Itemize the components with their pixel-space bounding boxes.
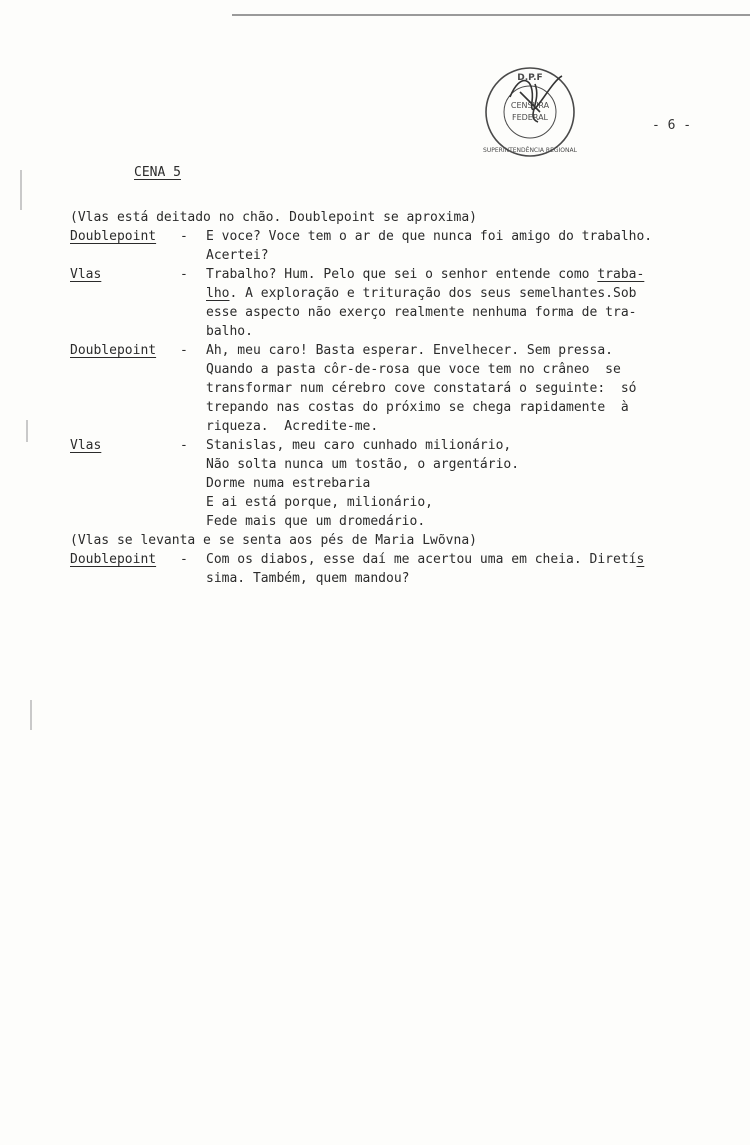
- stamp-text-ring: SUPERINTENDÊNCIA REGIONAL: [483, 147, 577, 154]
- speaker-dash: -: [180, 552, 188, 567]
- script-body: [70, 208, 730, 588]
- speaker-name: Vlas: [70, 267, 102, 282]
- underlined-word: traba-: [597, 267, 645, 282]
- verse-line: Stanislas, meu caro cunhado milionário,: [206, 438, 512, 453]
- scene-title: CENA 5: [134, 165, 181, 180]
- underlined-word: lho: [206, 286, 230, 301]
- dialogue-text: Trabalho? Hum. Pelo que sei o senhor entende como: [206, 267, 598, 282]
- speaker-name: Vlas: [70, 438, 102, 453]
- speech-vlas-2: [70, 436, 730, 531]
- dialogue-line: [206, 284, 730, 303]
- speaker-dash: -: [180, 229, 188, 244]
- dialogue-line: sima. Também, quem mandou?: [206, 571, 410, 586]
- dialogue-text: Com os diabos, esse daí me acertou uma em cheia. Diretí: [206, 552, 637, 567]
- page-number: - 6 -: [652, 118, 692, 133]
- margin-scan-mark: [20, 170, 22, 210]
- speaker-dash: -: [180, 438, 188, 453]
- verse-line: Fede mais que um dromedário.: [206, 514, 426, 529]
- stamp-text-censura: CENSURA: [510, 101, 550, 110]
- verse-line: Não solta nunca um tostão, o argentário.: [206, 457, 520, 472]
- speech-doublepoint-1: [70, 227, 730, 265]
- speech-doublepoint-2: [70, 341, 730, 436]
- speech-vlas-1: [70, 265, 730, 341]
- speaker-name: Doublepoint: [70, 343, 157, 358]
- dialogue-line: [206, 265, 730, 284]
- dialogue-line: transformar num cérebro cove constatará o seguinte: só: [206, 381, 637, 396]
- verse-line: E ai está porque, milionário,: [206, 495, 433, 510]
- margin-scan-mark: [30, 700, 32, 730]
- verse-line: Dorme numa estrebaria: [206, 476, 371, 491]
- speech-doublepoint-3: [70, 550, 730, 588]
- dialogue-line: balho.: [206, 324, 253, 339]
- dialogue-line: Acertei?: [206, 248, 269, 263]
- stamp-text-top: D.P.F: [517, 73, 543, 83]
- dialogue-text: . A exploração e trituração dos seus semelhantes.Sob: [229, 286, 637, 301]
- margin-scan-mark: [26, 420, 28, 442]
- dialogue-line: Quando a pasta côr-de-rosa que voce tem no crâneo se: [206, 362, 621, 377]
- top-border-line: [232, 14, 750, 16]
- speaker-name: Doublepoint: [70, 229, 157, 244]
- stage-direction: (Vlas se levanta e se senta aos pés de Maria Lwõvna): [70, 533, 477, 548]
- dialogue-line: esse aspecto não exerço realmente nenhuma forma de tra-: [206, 305, 637, 320]
- dialogue-line: E voce? Voce tem o ar de que nunca foi amigo do trabalho.: [206, 229, 653, 244]
- dialogue-line: [206, 550, 730, 569]
- censorship-stamp: [480, 62, 580, 162]
- dialogue-line: riqueza. Acredite-me.: [206, 419, 379, 434]
- dialogue-line: trepando nas costas do próximo se chega rapidamente à: [206, 400, 629, 415]
- underlined-letter: s: [636, 552, 645, 567]
- speaker-dash: -: [180, 343, 188, 358]
- stamp-text-federal: FEDERAL: [511, 113, 549, 122]
- stage-direction: (Vlas está deitado no chão. Doublepoint se aproxima): [70, 210, 477, 225]
- dialogue-line: Ah, meu caro! Basta esperar. Envelhecer. Sem pressa.: [206, 343, 613, 358]
- speaker-name: Doublepoint: [70, 552, 157, 567]
- speaker-dash: -: [180, 267, 188, 282]
